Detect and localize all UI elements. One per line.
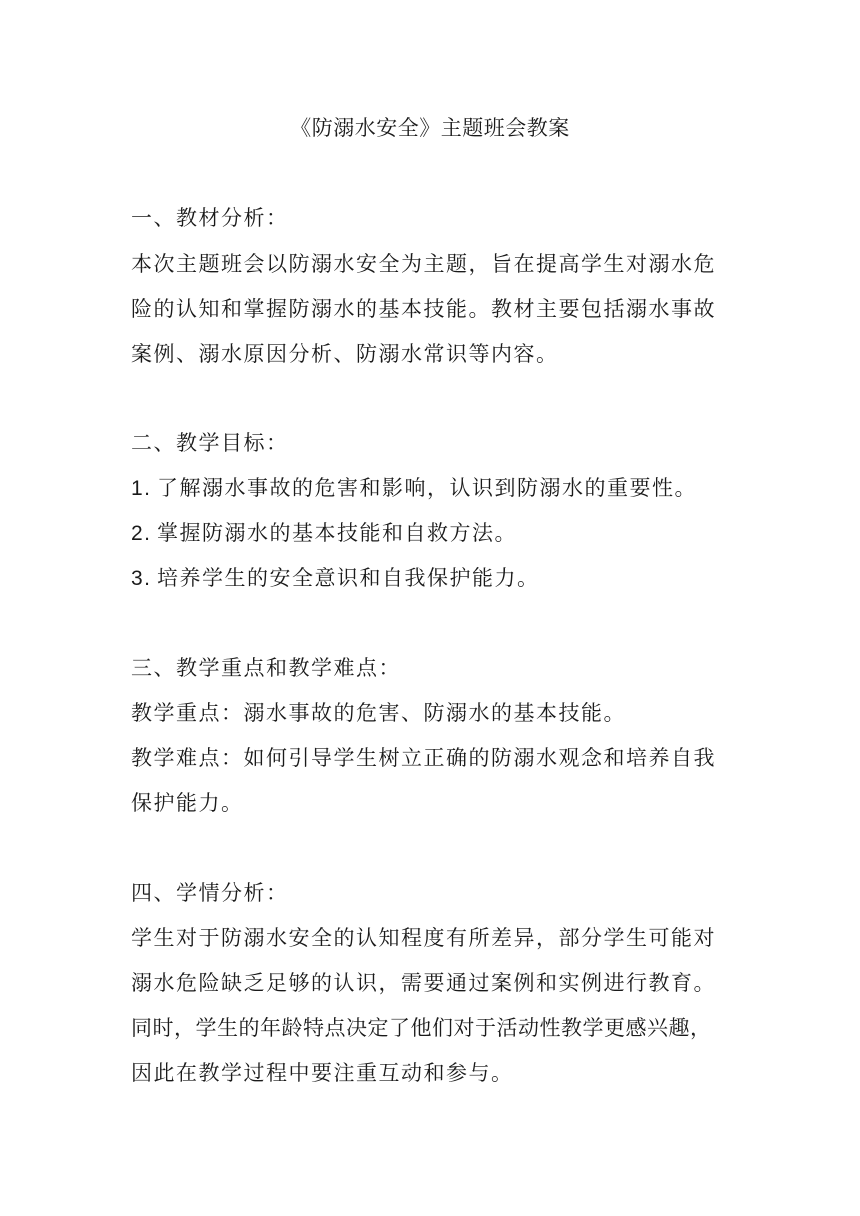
section-4-line-1: 学生对于防溺水安全的认知程度有所差异，部分学生可能对	[131, 926, 716, 950]
document-title: 《防溺水安全》主题班会教案	[290, 116, 570, 140]
objective-text-3: 培养学生的安全意识和自我保护能力。	[157, 566, 540, 590]
section-1-line-1: 本次主题班会以防溺水安全为主题，旨在提高学生对溺水危	[131, 252, 716, 276]
objective-text-1: 了解溺水事故的危害和影响，认识到防溺水的重要性。	[157, 476, 697, 500]
section-1-line-2: 险的认知和掌握防溺水的基本技能。教材主要包括溺水事故	[131, 297, 716, 321]
section-1-line-3: 案例、溺水原因分析、防溺水常识等内容。	[131, 342, 559, 366]
objective-item-2	[131, 518, 517, 549]
section-3-heading: 三、教学重点和教学难点：	[131, 656, 401, 680]
objective-number-2: 2.	[131, 522, 152, 545]
objective-text-2: 掌握防溺水的基本技能和自救方法。	[157, 521, 517, 545]
section-4-line-2: 溺水危险缺乏足够的认识，需要通过案例和实例进行教育。	[131, 971, 716, 995]
objective-item-3	[131, 563, 540, 594]
section-4-line-4: 因此在教学过程中要注重互动和参与。	[131, 1061, 514, 1085]
section-3-line-2: 教学难点：如何引导学生树立正确的防溺水观念和培养自我	[131, 746, 716, 770]
section-1-heading: 一、教材分析：	[131, 206, 289, 230]
section-2-heading: 二、教学目标：	[131, 431, 289, 455]
section-4-line-3: 同时，学生的年龄特点决定了他们对于活动性教学更感兴趣，	[131, 1016, 712, 1040]
section-4-heading: 四、学情分析：	[131, 881, 289, 905]
objective-number-3: 3.	[131, 567, 152, 590]
objective-number-1: 1.	[131, 477, 152, 500]
objective-item-1	[131, 473, 697, 504]
section-3-line-1: 教学重点：溺水事故的危害、防溺水的基本技能。	[131, 701, 626, 725]
section-3-line-3: 保护能力。	[131, 791, 244, 815]
